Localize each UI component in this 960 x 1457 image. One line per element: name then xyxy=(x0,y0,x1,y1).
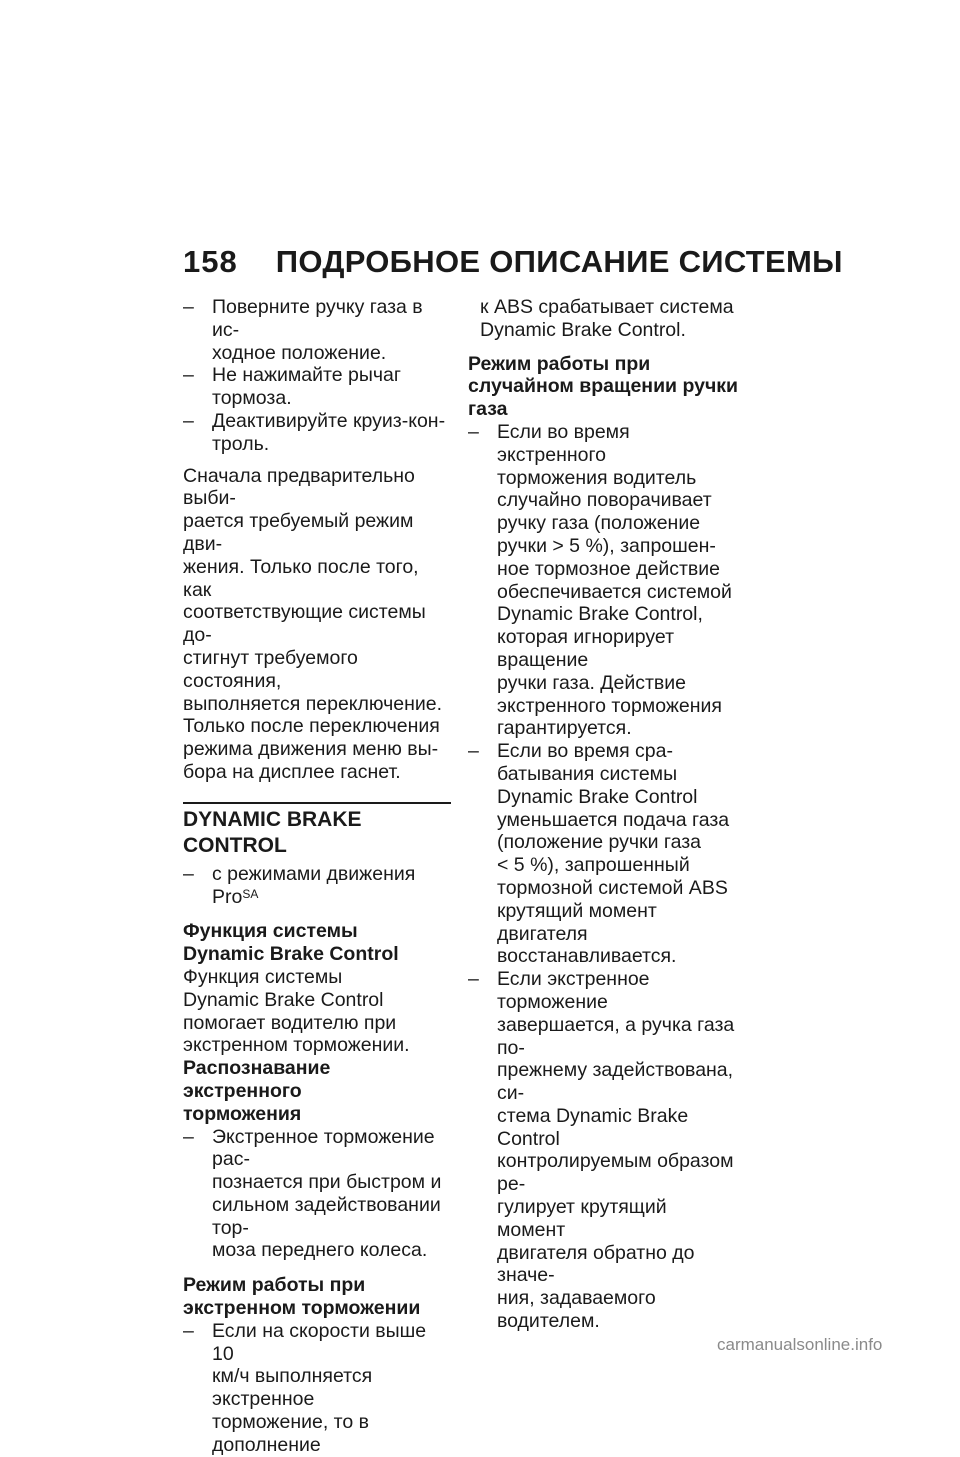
subheading: Режим работы при экстренном торможении xyxy=(183,1274,421,1320)
right-column xyxy=(468,296,740,1333)
subheading: Распознавание экстренного торможения xyxy=(183,1057,331,1125)
watermark: carmanualsonline.info xyxy=(717,1335,883,1354)
list-item: – Деактивируйте круиз-кон- троль. xyxy=(183,409,446,455)
list-item: – Если экстренное торможение завершается, а ручка газа по- прежнему задействована, си- стема Dynamic Brake Control контролируемым образом ре- гулирует крутящий момент двигателя обратно до значе- ния, задаваемого водителем. xyxy=(468,968,735,1333)
dash: – xyxy=(468,420,479,443)
modes-line: – с режимами движения Pro$^{SA}$ xyxy=(183,862,416,908)
list-item: – Если во время экстренного торможения водитель случайно поворачивает ручку газа (положение ручки > 5 %), запрошен- ное тормозное действие обеспечивается системой Dynamic Brake Control, которая игнорирует вращение ручки газа. Действие экстренного торможения гарантируется. xyxy=(468,420,732,740)
chapter-title: ПОДРОБНОЕ ОПИСАНИЕ СИСТЕМЫ xyxy=(275,244,843,279)
paragraph: Функция системы Dynamic Brake Control помогает водителю при экстренном торможении. xyxy=(183,965,410,1057)
paragraph: Сначала предварительно выби- рается требуемый режим дви- жения. Только после того, как соответствующие системы до- стигнут требуемого состояния, выполняется переключение. Только после переключения режима движения меню вы- бора на дисплее гаснет. xyxy=(183,464,443,783)
dash: – xyxy=(183,364,194,387)
dash: – xyxy=(468,740,479,763)
sa-marker: SA xyxy=(242,886,259,901)
dash: – xyxy=(183,296,194,318)
dash: – xyxy=(183,862,194,885)
dash: – xyxy=(183,409,194,432)
dash: – xyxy=(183,1125,194,1148)
subheading: Режим работы при случайном вращении ручки газа xyxy=(468,352,739,421)
list-item: – Если во время сра- батывания системы Dynamic Brake Control уменьшается подача газа (положение ручки газа < 5 %), запрошенный тормозной системой ABS крутящий момент двигателя восстанавливается. xyxy=(468,740,730,968)
list-item: – Не нажимайте рычаг тормоза. xyxy=(183,364,401,410)
page-header xyxy=(183,244,843,280)
list-item: – Экстренное торможение рас- познается при быстром и сильном задействовании тор- моза переднего колеса. xyxy=(183,1125,442,1262)
left-column xyxy=(183,296,451,1457)
dash: – xyxy=(468,968,479,991)
paragraph: к ABS срабатывает система Dynamic Brake Control. xyxy=(480,296,734,341)
dash: – xyxy=(183,1319,194,1342)
list-item: – Поверните ручку газа в ис- ходное положение. xyxy=(183,296,423,364)
list-item: – Если на скорости выше 10 км/ч выполняется экстренное торможение, то в дополнение xyxy=(183,1319,427,1456)
page-number: 158 xyxy=(183,244,238,279)
section-title: DYNAMIC BRAKE CONTROL xyxy=(183,802,451,859)
subheading: Функция системы Dynamic Brake Control xyxy=(183,920,399,966)
